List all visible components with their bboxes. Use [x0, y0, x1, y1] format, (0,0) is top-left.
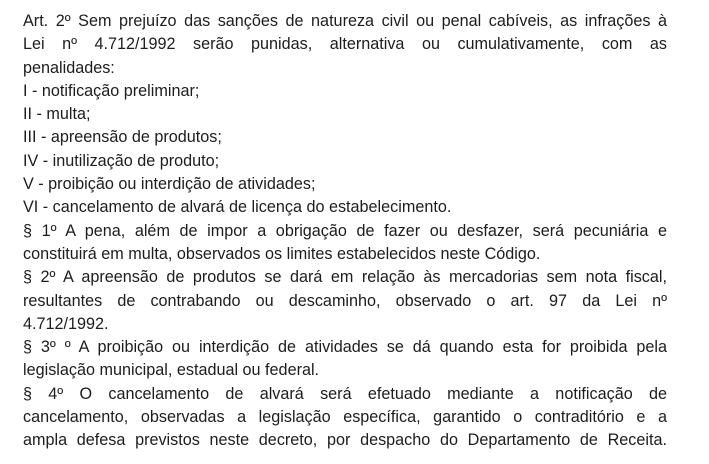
text-line: 4.712/1992. — [23, 314, 109, 333]
text-line: penalidades: — [23, 58, 115, 77]
text-line: § 1º A pena, além de impor a obrigação de fazer ou desfazer, será pecuniária e — [23, 221, 667, 240]
text-line: VI - cancelamento de alvará de licença do estabelecimento. — [23, 198, 452, 217]
text-line: I - notificação preliminar; — [23, 81, 200, 100]
text-line: II - multa; — [23, 105, 91, 124]
text-line: resultantes de contrabando ou descaminho, observado o art. 97 da Lei nº — [23, 291, 667, 310]
text-line: ampla defesa previstos neste decreto, por despacho do Departamento de Receita. — [23, 431, 667, 450]
article-text — [23, 10, 667, 453]
text-line: § 4º O cancelamento de alvará será efetuado mediante a notificação de — [23, 384, 667, 403]
text-line: IV - inutilização de produto; — [23, 151, 220, 170]
text-line: constituirá em multa, observados os limites estabelecidos neste Código. — [23, 244, 541, 263]
text-line: III - apreensão de produtos; — [23, 128, 222, 147]
text-line: § 3º º A proibição ou interdição de atividades se dá quando esta for proibida pela — [23, 338, 667, 357]
text-line: § 2º A apreensão de produtos se dará em relação às mercadorias sem nota fiscal, — [23, 268, 667, 287]
text-line: Art. 2º Sem prejuízo das sanções de natureza civil ou penal cabíveis, as infrações à — [23, 12, 667, 30]
text-line: V - proibição ou interdição de atividades; — [23, 175, 316, 194]
text-line: Lei nº 4.712/1992 serão punidas, alternativa ou cumulativamente, com as — [23, 35, 667, 54]
text-line: legislação municipal, estadual ou federal. — [23, 361, 320, 380]
text-line: cancelamento, observadas a legislação específica, garantido o contraditório e a — [23, 408, 667, 427]
